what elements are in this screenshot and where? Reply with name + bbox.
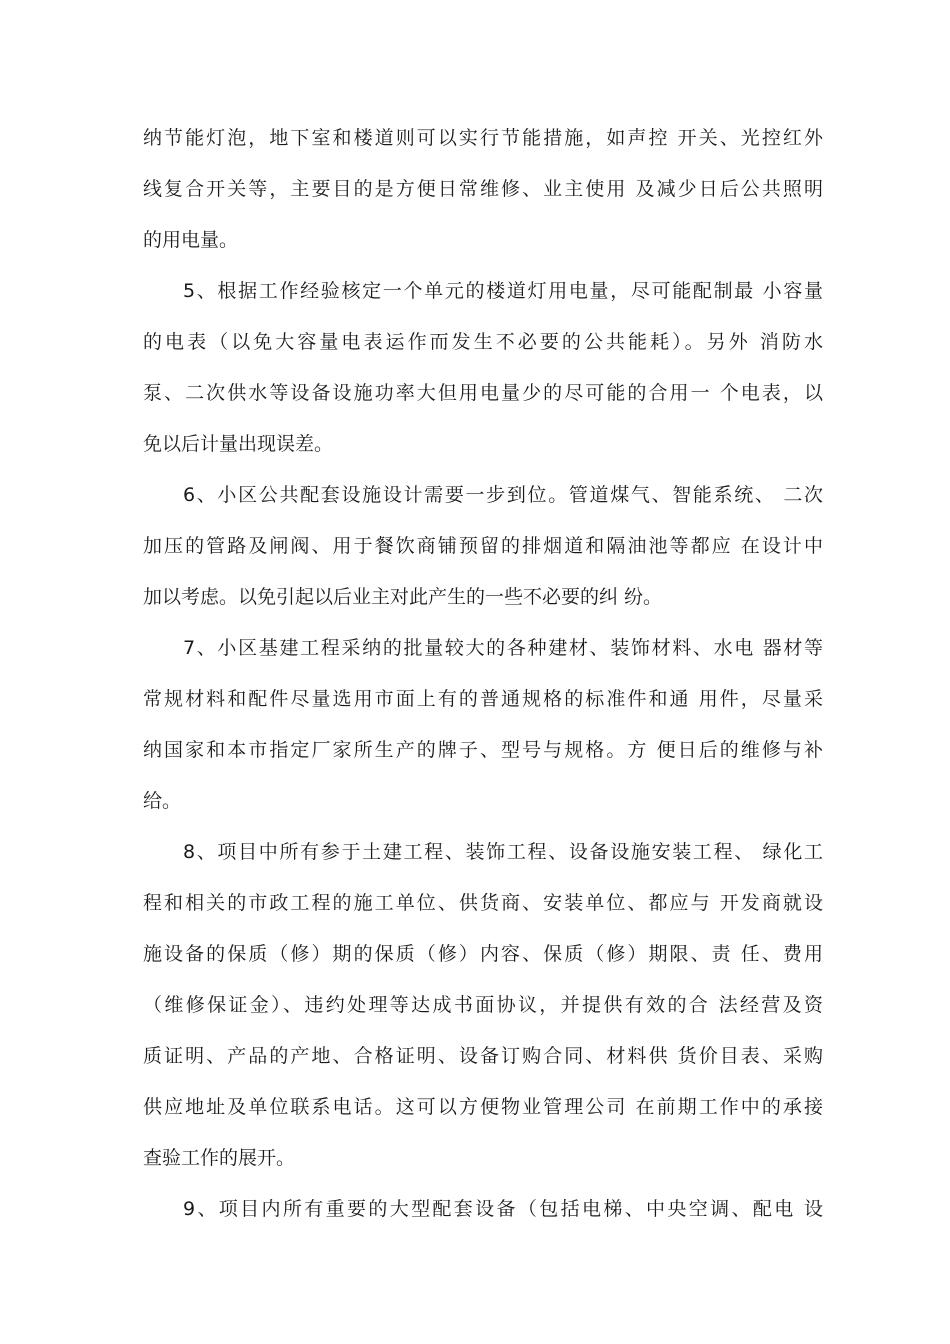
text-line: 加压的管路及闸阀、用于餐饮商铺预留的排烟道和隔油池等都应 在设计中 <box>143 535 823 557</box>
text-line: 质证明、产品的产地、合格证明、设备订购合同、材料供 货价目表、采购 <box>143 1045 823 1067</box>
text-line: 线复合开关等，主要目的是方便日常维修、业主使用 及减少日后公共照明 <box>143 178 823 200</box>
text-line: 免以后计量出现误差。 <box>143 433 334 455</box>
text-line: 供应地址及单位联系电话。这可以方便物业管理公司 在前期工作中的承接 <box>143 1096 823 1118</box>
text-line: 给。 <box>143 790 182 812</box>
paragraph-9-line: 9、项目内所有重要的大型配套设备（包括电梯、中央空调、配电 设 <box>183 1198 823 1220</box>
text-line: 查验工作的展开。 <box>143 1147 296 1169</box>
text-line: 常规材料和配件尽量选用市面上有的普通规格的标准件和通 用件，尽量采 <box>143 688 823 710</box>
text-line: 的电表（以免大容量电表运作而发生不必要的公共能耗）。另外 消防水 <box>143 331 823 353</box>
document-body <box>143 118 823 1240</box>
text-line: 程和相关的市政工程的施工单位、供货商、安装单位、都应与 开发商就设 <box>143 892 823 914</box>
paragraph-7-line: 7、小区基建工程采纳的批量较大的各种建材、装饰材料、水电 器材等 <box>183 637 823 659</box>
paragraph-8-line: 8、项目中所有参于土建工程、装饰工程、设备设施安装工程、 绿化工 <box>183 841 823 863</box>
text-line: 泵、二次供水等设备设施功率大但用电量少的尽可能的合用一 个电表，以 <box>143 382 823 404</box>
text-line: 施设备的保质（修）期的保质（修）内容、保质（修）期限、责 任、费用 <box>143 943 823 965</box>
text-line: 的用电量。 <box>143 229 239 251</box>
paragraph-5-line: 5、根据工作经验核定一个单元的楼道灯用电量，尽可能配制最 小容量 <box>183 280 823 302</box>
text-line: 纳节能灯泡，地下室和楼道则可以实行节能措施，如声控 开关、光控红外 <box>143 127 823 149</box>
text-line: 加以考虑。以免引起以后业主对此产生的一些不必要的纠 纷。 <box>143 586 663 608</box>
text-line: 纳国家和本市指定厂家所生产的牌子、型号与规格。方 便日后的维修与补 <box>143 739 823 761</box>
paragraph-6-line: 6、小区公共配套设施设计需要一步到位。管道煤气、智能系统、 二次 <box>183 484 823 506</box>
text-line: （维修保证金）、违约处理等达成书面协议，并提供有效的合 法经营及资 <box>143 994 823 1016</box>
